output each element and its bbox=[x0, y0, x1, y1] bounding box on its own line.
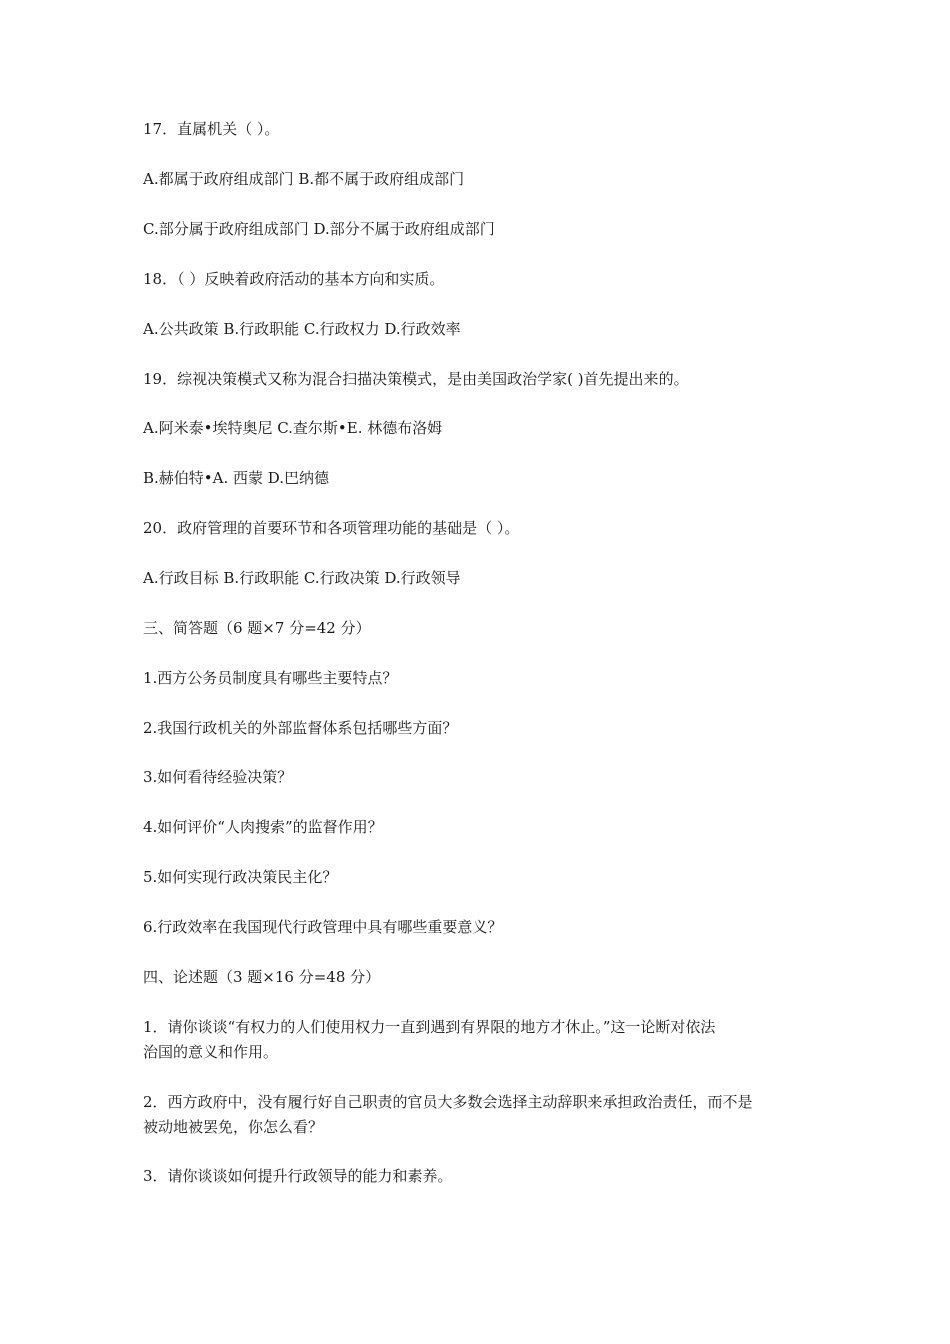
section-4-heading: 四、论述题（3 题×16 分=48 分） bbox=[143, 968, 381, 986]
short-answer-item: 3.如何看待经验决策？ bbox=[143, 768, 293, 786]
essay-item-2-line-2: 被动地被罢免，你怎么看？ bbox=[143, 1118, 324, 1136]
short-answer-item: 6.行政效率在我国现代行政管理中具有哪些重要意义？ bbox=[143, 918, 503, 936]
short-answer-item: 2.我国行政机关的外部监督体系包括哪些方面？ bbox=[143, 719, 458, 737]
question-20-options: A.行政目标 B.行政职能 C.行政决策 D.行政领导 bbox=[143, 569, 461, 587]
question-18-stem: 18．（ ）反映着政府活动的基本方向和实质。 bbox=[143, 270, 445, 288]
question-19-stem: 19．综视决策模式又称为混合扫描决策模式，是由美国政治学家( )首先提出来的。 bbox=[143, 370, 689, 388]
short-answer-item: 1.西方公务员制度具有哪些主要特点？ bbox=[143, 669, 398, 687]
question-18-options: A.公共政策 B.行政职能 C.行政权力 D.行政效率 bbox=[143, 320, 461, 338]
question-19-options-ac: A.阿米泰•埃特奥尼 C.查尔斯•E. 林德布洛姆 bbox=[143, 419, 443, 437]
question-17-stem: 17．直属机关（ ）。 bbox=[143, 120, 280, 138]
question-19-options-bd: B.赫伯特•A. 西蒙 D.巴纳德 bbox=[143, 469, 330, 487]
short-answer-item: 5.如何实现行政决策民主化？ bbox=[143, 868, 338, 886]
question-17-options-ab: A.都属于政府组成部门 B.都不属于政府组成部门 bbox=[143, 170, 465, 188]
essay-item-2-line-1: 2．西方政府中，没有履行好自己职责的官员大多数会选择主动辞职来承担政治责任，而不是 bbox=[143, 1093, 753, 1111]
essay-item-3: 3．请你谈谈如何提升行政领导的能力和素养。 bbox=[143, 1167, 453, 1185]
short-answer-item: 4.如何评价“人肉搜索”的监督作用？ bbox=[143, 818, 383, 836]
section-3-heading: 三、简答题（6 题×7 分=42 分） bbox=[143, 619, 371, 637]
question-17-options-cd: C.部分属于政府组成部门 D.部分不属于政府组成部门 bbox=[143, 220, 495, 238]
question-20-stem: 20．政府管理的首要环节和各项管理功能的基础是（ ）。 bbox=[143, 519, 520, 537]
essay-item-1-line-2: 治国的意义和作用。 bbox=[143, 1043, 279, 1061]
essay-item-1-line-1: 1．请你谈谈“有权力的人们使用权力一直到遇到有界限的地方才休止。”这一论断对依法 bbox=[143, 1018, 716, 1036]
